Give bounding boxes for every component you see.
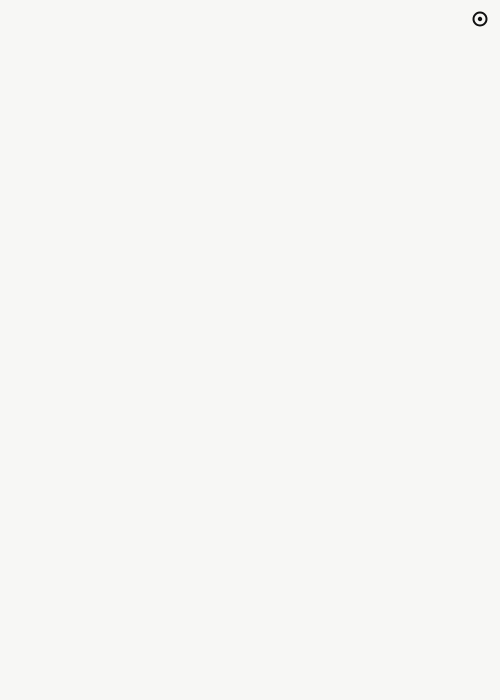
rada-logo: [408, 8, 488, 29]
rada-emblem-icon: [472, 11, 488, 27]
